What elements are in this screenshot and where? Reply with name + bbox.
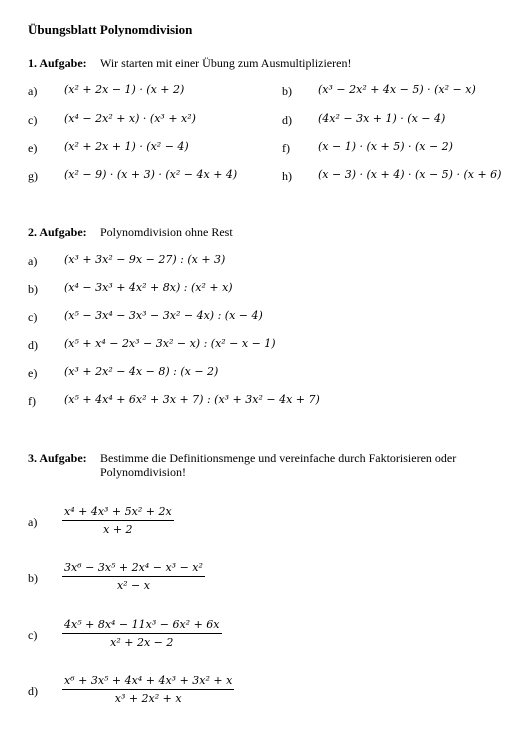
task3-denominator-a: x + 2 (103, 523, 133, 536)
section-2-description: Polynomdivision ohne Rest (100, 225, 233, 239)
task2-label-a: a) (28, 254, 38, 268)
task1-label-h: h) (282, 169, 292, 183)
task2-expr-f: (x⁵ + 4x⁴ + 6x² + 3x + 7) : (x³ + 3x² − 4x + 7) (64, 393, 320, 406)
task1-label-b: b) (282, 84, 292, 98)
task1-label-f: f) (282, 141, 290, 155)
section-2-number: 2. Aufgabe: (28, 225, 87, 239)
task2-expr-b: (x⁴ − 3x³ + 4x² + 8x) : (x² + x) (64, 281, 233, 294)
task1-expr-a: (x² + 2x − 1) · (x + 2) (64, 83, 185, 96)
task2-label-c: c) (28, 310, 38, 324)
section-3-number: 3. Aufgabe: (28, 451, 87, 465)
task1-expr-c: (x⁴ − 2x² + x) · (x³ + x²) (64, 112, 196, 125)
section-1-number: 1. Aufgabe: (28, 56, 87, 70)
task1-expr-e: (x² + 2x + 1) · (x² − 4) (64, 140, 189, 153)
section-3-heading (28, 451, 457, 479)
section-1-description: Wir starten mit einer Übung zum Ausmultiplizieren! (100, 56, 352, 70)
task1-label-d: d) (282, 113, 292, 127)
task3-label-a: a) (28, 515, 38, 529)
task1-expr-g: (x² − 9) · (x + 3) · (x² − 4x + 4) (64, 168, 238, 181)
task3-label-d: d) (28, 684, 38, 698)
task2-label-f: f) (28, 394, 36, 408)
task3-fraction-d (62, 674, 234, 705)
section-1-heading (28, 56, 352, 70)
task1-label-e: e) (28, 141, 38, 155)
task1-label-g: g) (28, 169, 38, 183)
task3-numerator-b: 3x⁶ − 3x⁵ + 2x⁴ − x³ − x² (64, 561, 203, 574)
task2-expr-d: (x⁵ + x⁴ − 2x³ − 3x² − x) : (x² − x − 1) (64, 337, 276, 350)
task3-denominator-b: x² − x (116, 579, 150, 592)
task1-expr-f: (x − 1) · (x + 5) · (x − 2) (318, 140, 453, 153)
task1-expr-h: (x − 3) · (x + 4) · (x − 5) · (x + 6) (318, 168, 502, 181)
task1-label-c: c) (28, 113, 38, 127)
task3-numerator-c: 4x⁵ + 8x⁴ − 11x³ − 6x² + 6x (64, 618, 220, 631)
page-title: Übungsblatt Polynomdivision (28, 22, 193, 37)
task1-expr-d: (4x² − 3x + 1) · (x − 4) (318, 112, 446, 125)
section-3-description: Bestimme die Definitionsmenge und vereinfache durch Faktorisieren oder Polynomdivision! (100, 451, 457, 479)
task2-label-e: e) (28, 366, 38, 380)
task2-expr-a: (x³ + 3x² − 9x − 27) : (x + 3) (64, 253, 226, 266)
task1-label-a: a) (28, 84, 38, 98)
task3-denominator-c: x² + 2x − 2 (110, 636, 174, 649)
task3-numerator-a: x⁴ + 4x³ + 5x² + 2x (64, 505, 172, 518)
task3-numerator-d: x⁶ + 3x⁵ + 4x⁴ + 4x³ + 3x² + x (64, 674, 233, 687)
task3-label-c: c) (28, 628, 38, 642)
task3-fraction-b (62, 561, 205, 592)
task1-expr-b: (x³ − 2x² + 4x − 5) · (x² − x) (318, 83, 476, 96)
task3-label-b: b) (28, 571, 38, 585)
task3-fraction-c (62, 618, 222, 649)
task3-fraction-a (62, 505, 174, 536)
task2-expr-c: (x⁵ − 3x⁴ − 3x³ − 3x² − 4x) : (x − 4) (64, 309, 263, 322)
task2-label-b: b) (28, 282, 38, 296)
task2-expr-e: (x³ + 2x² − 4x − 8) : (x − 2) (64, 365, 219, 378)
section-2-heading (28, 225, 233, 239)
task3-denominator-d: x³ + 2x² + x (114, 692, 182, 705)
task2-label-d: d) (28, 338, 38, 352)
